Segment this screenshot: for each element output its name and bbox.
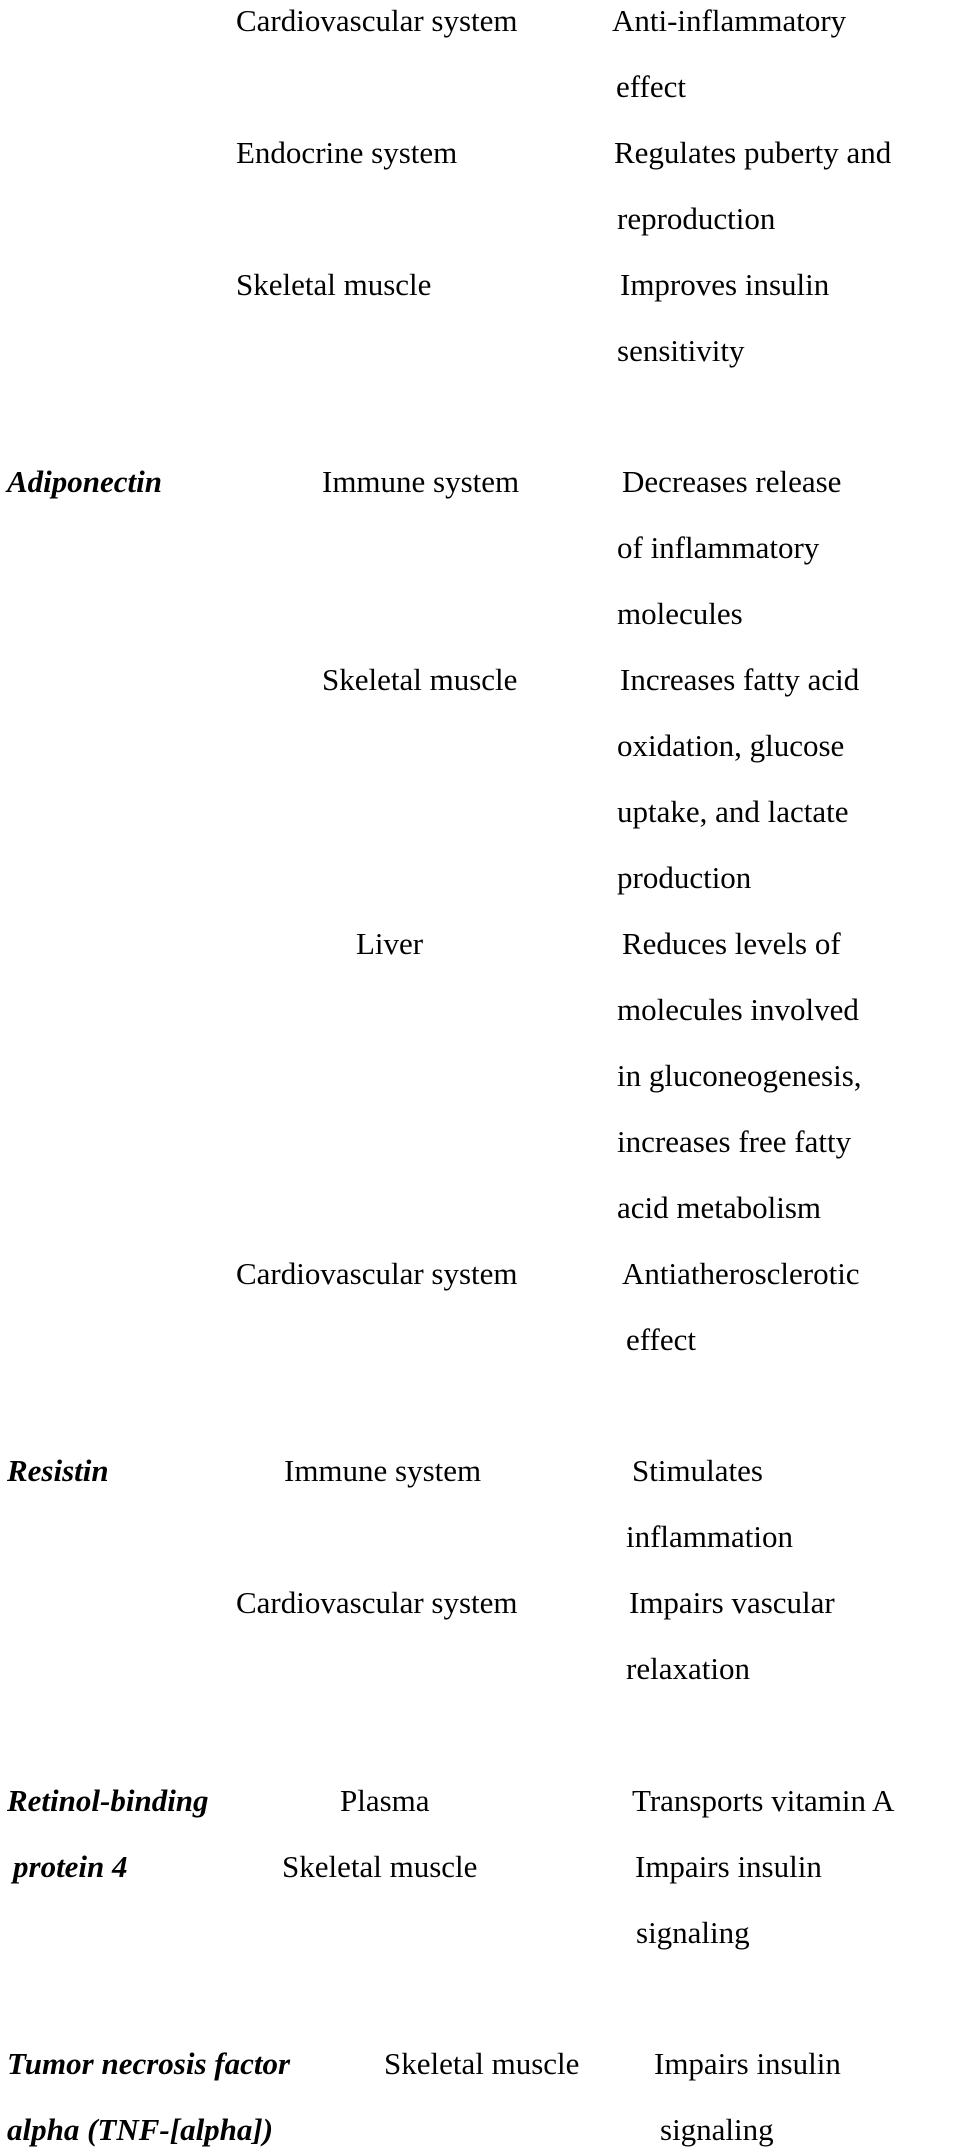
effect-line: oxidation, glucose: [617, 728, 845, 763]
effect-line: Transports vitamin A: [632, 1783, 895, 1818]
effect-line: Increases fatty acid: [620, 662, 860, 697]
target-cell: Skeletal muscle: [236, 267, 432, 302]
target-cell: Cardiovascular system: [236, 1256, 518, 1291]
effect-line: Improves insulin: [620, 267, 830, 302]
effect-line: uptake, and lactate: [617, 794, 849, 829]
effect-line: Impairs insulin: [654, 2046, 841, 2081]
effect-line: molecules involved: [617, 992, 859, 1027]
effect-line: Regulates puberty and: [614, 135, 892, 170]
target-cell: Immune system: [322, 464, 520, 499]
effect-line: production: [617, 860, 752, 895]
hormone-name: protein 4: [13, 1849, 128, 1884]
effect-line: molecules: [617, 596, 743, 631]
effect-line: effect: [616, 69, 686, 104]
effect-line: reproduction: [617, 201, 776, 236]
effect-line: sensitivity: [617, 333, 745, 368]
effect-line: Decreases release: [622, 464, 842, 499]
hormone-name: Retinol-binding: [7, 1783, 209, 1818]
hormone-name: Tumor necrosis factor: [7, 2046, 291, 2081]
effect-line: Impairs vascular: [629, 1585, 835, 1620]
target-cell: Liver: [356, 926, 424, 961]
hormone-name: Adiponectin: [7, 464, 163, 499]
hormone-name: Resistin: [7, 1453, 109, 1488]
target-cell: Skeletal muscle: [282, 1849, 478, 1884]
target-cell: Skeletal muscle: [384, 2046, 580, 2081]
effect-line: Anti-inflammatory: [612, 3, 847, 38]
target-cell: Immune system: [284, 1453, 482, 1488]
effect-line: signaling: [636, 1915, 750, 1950]
effect-line: of inflammatory: [617, 530, 820, 565]
effect-line: acid metabolism: [617, 1190, 822, 1225]
effect-line: Stimulates: [632, 1453, 763, 1488]
effect-line: inflammation: [626, 1519, 794, 1554]
effect-line: increases free fatty: [617, 1124, 852, 1159]
target-cell: Cardiovascular system: [236, 3, 518, 38]
target-cell: Endocrine system: [236, 135, 458, 170]
effect-line: Impairs insulin: [635, 1849, 822, 1884]
effect-line: Reduces levels of: [622, 926, 841, 961]
effect-line: in gluconeogenesis,: [617, 1058, 862, 1093]
target-cell: Plasma: [340, 1783, 430, 1818]
hormone-name: alpha (TNF-[alpha]): [7, 2112, 274, 2147]
effect-line: relaxation: [626, 1651, 750, 1686]
effect-line: effect: [626, 1322, 696, 1357]
effect-line: signaling: [660, 2112, 774, 2147]
target-cell: Skeletal muscle: [322, 662, 518, 697]
target-cell: Cardiovascular system: [236, 1585, 518, 1620]
effect-line: Antiatherosclerotic: [622, 1256, 860, 1291]
